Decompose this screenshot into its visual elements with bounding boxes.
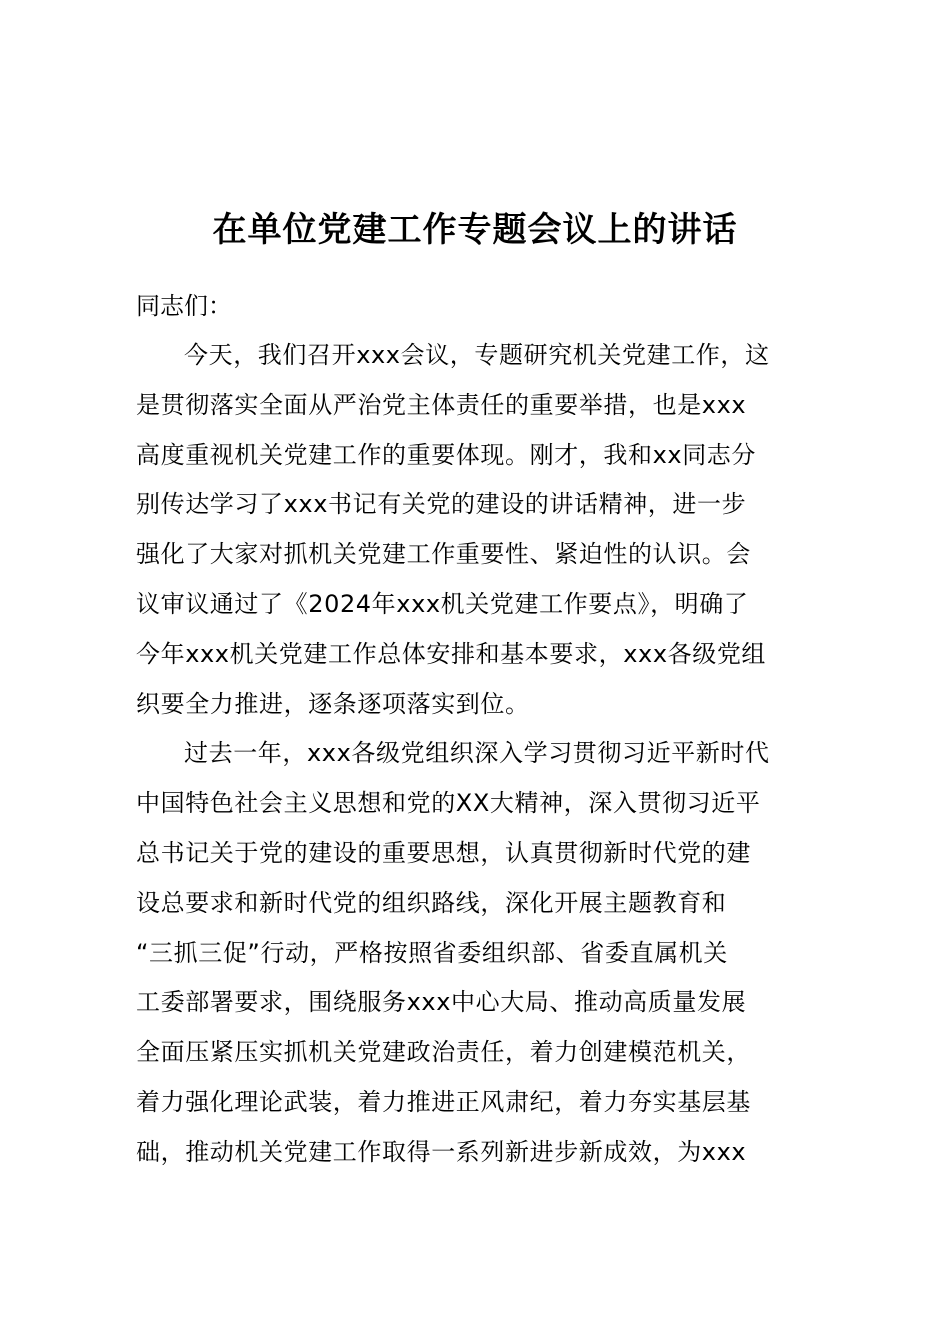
paragraph-line: 别传达学习了xxx书记有关党的建设的讲话精神，进一步: [136, 490, 747, 519]
paragraph-line: 总书记关于党的建设的重要思想，认真贯彻新时代党的建: [136, 838, 751, 867]
paragraph-line: 织要全力推进，逐条逐项落实到位。: [136, 689, 530, 718]
paragraph-line: 今年xxx机关党建工作总体安排和基本要求，xxx各级党组: [136, 639, 767, 668]
paragraph-line: “三抓三促”行动，严格按照省委组织部、省委直属机关: [136, 938, 728, 967]
document-body: [136, 336, 856, 1183]
paragraph-line: 设总要求和新时代党的组织路线，深化开展主题教育和: [136, 888, 727, 917]
paragraph-line: 全面压紧压实抓机关党建政治责任，着力创建模范机关，: [136, 1038, 751, 1067]
paragraph-line: 强化了大家对抓机关党建工作重要性、紧迫性的认识。会: [136, 540, 751, 569]
paragraph-line: 着力强化理论武装，着力推进正风肃纪，着力夯实基层基: [136, 1087, 751, 1116]
salutation: 同志们：: [136, 292, 232, 320]
paragraph-line: 础，推动机关党建工作取得一系列新进步新成效，为xxx: [136, 1137, 747, 1166]
paragraph-line: 议审议通过了《2024年xxx机关党建工作要点》，明确了: [136, 589, 749, 618]
paragraph-line: 高度重视机关党建工作的重要体现。刚才，我和xx同志分: [136, 440, 757, 469]
paragraph-line: 今天，我们召开xxx会议，专题研究机关党建工作，这: [184, 341, 770, 369]
paragraph-line: 中国特色社会主义思想和党的XX大精神，深入贯彻习近平: [136, 789, 761, 818]
paragraph-line: 是贯彻落实全面从严治党主体责任的重要举措，也是xxx: [136, 390, 747, 419]
document-title: 在单位党建工作专题会议上的讲话: [212, 210, 738, 250]
paragraph-line: 工委部署要求，围绕服务xxx中心大局、推动高质量发展: [136, 988, 747, 1017]
paragraph-line: 过去一年，xxx各级党组织深入学习贯彻习近平新时代: [184, 739, 770, 768]
